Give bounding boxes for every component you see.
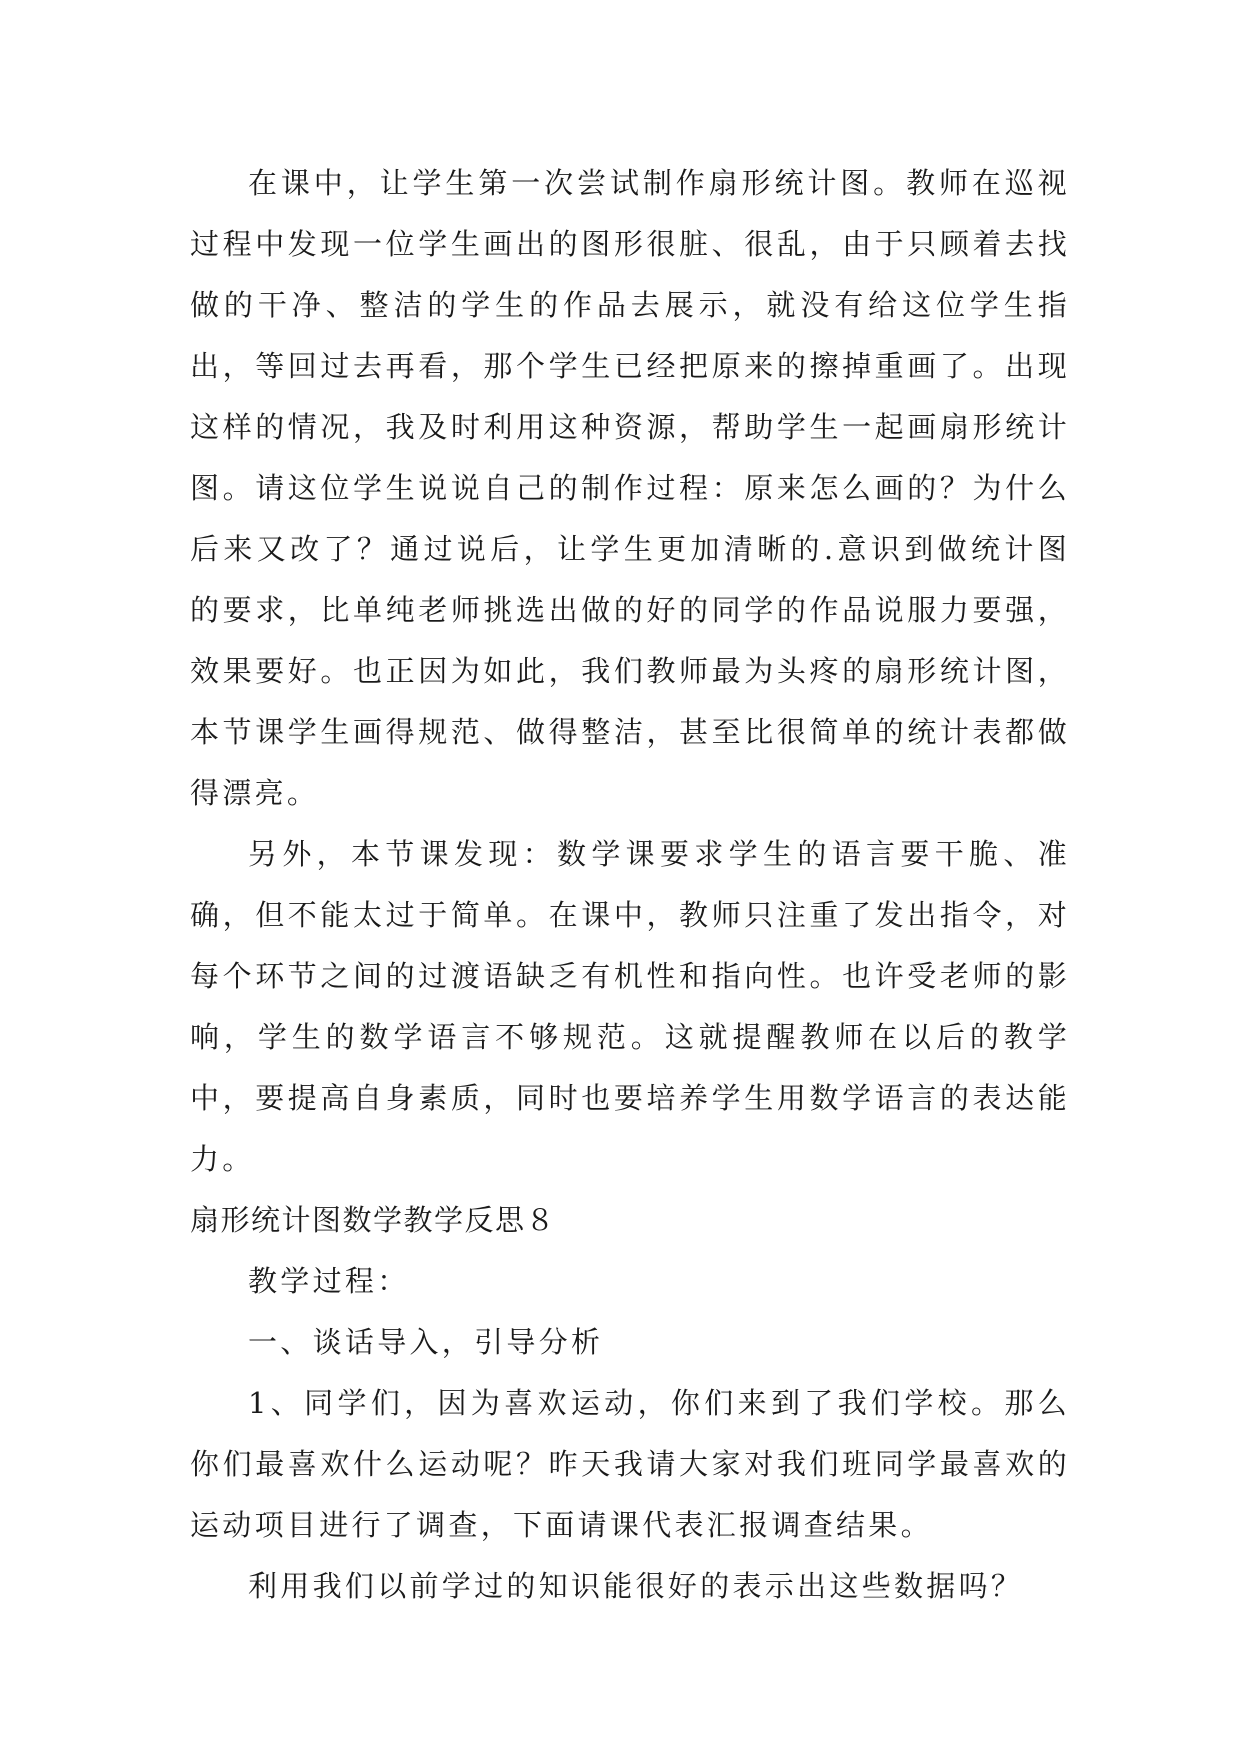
paragraph-intro-title: 一、谈话导入，引导分析 xyxy=(248,1325,604,1359)
document-page xyxy=(190,153,1070,1617)
paragraph-drawing-pie-chart: 在课中，让学生第一次尝试制作扇形统计图。教师在巡视过程中发现一位学生画出的图形很脏、很乱，由于只顾着去找做的干净、整洁的学生的作品去展示，就没有给这位学生指出，等回过去再看，那个学生已经把原来的擦掉重画了。出现这样的情况，我及时利用这种资源，帮助学生一起画扇形统计图。请这位学生说说自己的制作过程：原来怎么画的？为什么后来又改了？通过说后，让学生更加清晰的.意识到做统计图的要求，比单纯老师挑选出做的好的同学的作品说服力要强，效果要好。也正因为如此，我们教师最为头疼的扇形统计图，本节课学生画得规范、做得整洁，甚至比很简单的统计表都做得漂亮。 xyxy=(190,166,1070,810)
paragraph-math-language: 另外，本节课发现：数学课要求学生的语言要干脆、准确，但不能太过于简单。在课中，教师只注重了发出指令，对每个环节之间的过渡语缺乏有机性和指向性。也许受老师的影响，学生的数学语言不够规范。这就提醒教师在以后的教学中，要提高自身素质，同时也要培养学生用数学语言的表达能力。 xyxy=(190,837,1070,1176)
paragraph-teaching-process: 教学过程： xyxy=(248,1264,410,1298)
paragraph-intro-1: 1、同学们，因为喜欢运动，你们来到了我们学校。那么你们最喜欢什么运动呢？昨天我请大家对我们班同学最喜欢的运动项目进行了调查，下面请课代表汇报调查结果。 xyxy=(190,1386,1070,1542)
section-heading: 扇形统计图数学教学反思８ xyxy=(190,1203,557,1237)
paragraph-question: 利用我们以前学过的知识能很好的表示出这些数据吗？ xyxy=(248,1569,1024,1603)
